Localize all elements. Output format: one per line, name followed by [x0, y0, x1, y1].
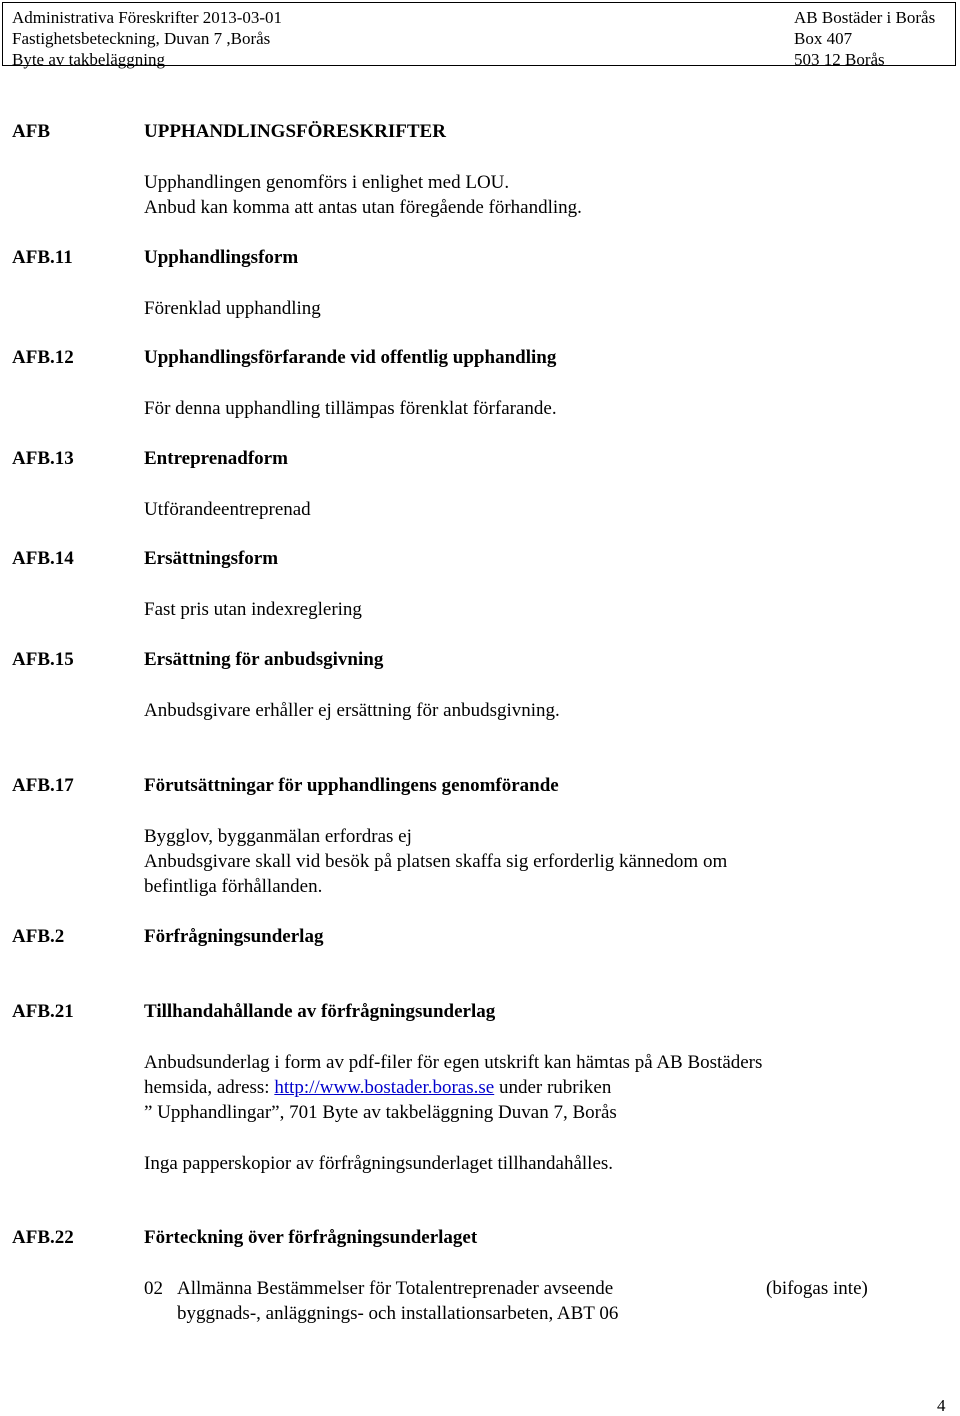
section-title-afb15: Ersättning för anbudsgivning: [144, 649, 384, 670]
text-line: Bygglov, bygganmälan erfordras ej: [144, 826, 412, 847]
header-postal: 503 12 Borås: [794, 50, 885, 69]
header-document-title: Administrativa Föreskrifter 2013-03-01: [12, 8, 283, 27]
section-title-afb2: Förfrågningsunderlag: [144, 926, 324, 947]
section-code-afb22: AFB.22: [12, 1227, 74, 1248]
text-line: Upphandlingen genomförs i enlighet med LOU.: [144, 172, 510, 193]
section-text-afb13: Utförandeentreprenad: [144, 499, 311, 520]
section-title-afb14: Ersättningsform: [144, 548, 279, 569]
section-text-afb12: För denna upphandling tillämpas förenklat förfarande.: [144, 398, 557, 419]
document-list-note: (bifogas inte): [766, 1278, 868, 1299]
header-property: Fastighetsbeteckning, Duvan 7 ,Borås: [12, 29, 271, 48]
section-note-afb21: Inga papperskopior av förfrågningsunderlaget tillhandahålles.: [144, 1153, 614, 1174]
text-line: Anbud kan komma att antas utan föregående förhandling.: [144, 197, 582, 218]
text-line: byggnads-, anläggnings- och installationsarbeten, ABT 06: [177, 1303, 619, 1324]
section-text-afb14: Fast pris utan indexreglering: [144, 599, 362, 620]
document-list-item: [177, 1276, 618, 1326]
section-title-afb21: Tillhandahållande av förfrågningsunderlag: [144, 1001, 496, 1022]
document-list-number: 02: [144, 1278, 163, 1299]
section-code-afb: AFB: [12, 121, 50, 142]
section-title-afb12: Upphandlingsförfarande vid offentlig upphandling: [144, 347, 557, 368]
section-code-afb13: AFB.13: [12, 448, 74, 469]
section-text-afb17: [144, 824, 727, 899]
header-box: Box 407: [794, 29, 853, 48]
section-text-afb15: Anbudsgivare erhåller ej ersättning för anbudsgivning.: [144, 700, 560, 721]
section-code-afb14: AFB.14: [12, 548, 74, 569]
document-header: [2, 2, 956, 69]
section-code-afb17: AFB.17: [12, 775, 74, 796]
section-text-afb11: Förenklad upphandling: [144, 298, 321, 319]
section-title-afb13: Entreprenadform: [144, 448, 288, 469]
section-code-afb15: AFB.15: [12, 649, 74, 670]
section-code-afb21: AFB.21: [12, 1001, 74, 1022]
section-title-afb11: Upphandlingsform: [144, 247, 299, 268]
header-project: Byte av takbeläggning: [12, 50, 165, 69]
header-right: [794, 7, 935, 70]
section-title-afb22: Förteckning över förfrågningsunderlaget: [144, 1227, 478, 1248]
header-left: [12, 7, 282, 70]
section-text-afb: [144, 170, 582, 220]
text-fragment: under rubriken: [494, 1077, 612, 1098]
header-company: AB Bostäder i Borås: [794, 8, 936, 27]
section-title-afb: UPPHANDLINGSFÖRESKRIFTER: [144, 121, 446, 142]
section-code-afb2: AFB.2: [12, 926, 65, 947]
text-line: Allmänna Bestämmelser för Totalentreprenader avseende: [177, 1278, 614, 1299]
text-line: ” Upphandlingar”, 701 Byte av takbeläggning Duvan 7, Borås: [144, 1102, 617, 1123]
section-code-afb12: AFB.12: [12, 347, 74, 368]
section-code-afb11: AFB.11: [12, 247, 73, 268]
section-text-afb21: [144, 1050, 762, 1125]
text-line: Anbudsgivare skall vid besök på platsen skaffa sig erforderlig kännedom om: [144, 851, 728, 872]
text-line: befintliga förhållanden.: [144, 876, 323, 897]
website-link[interactable]: http://www.bostader.boras.se: [274, 1077, 495, 1098]
page-number: 4: [937, 1396, 946, 1415]
text-line: Anbudsunderlag i form av pdf-filer för egen utskrift kan hämtas på AB Bostäders: [144, 1052, 763, 1073]
text-line: [144, 1075, 762, 1100]
text-fragment: hemsida, adress:: [144, 1077, 275, 1098]
section-title-afb17: Förutsättningar för upphandlingens genomförande: [144, 775, 559, 796]
